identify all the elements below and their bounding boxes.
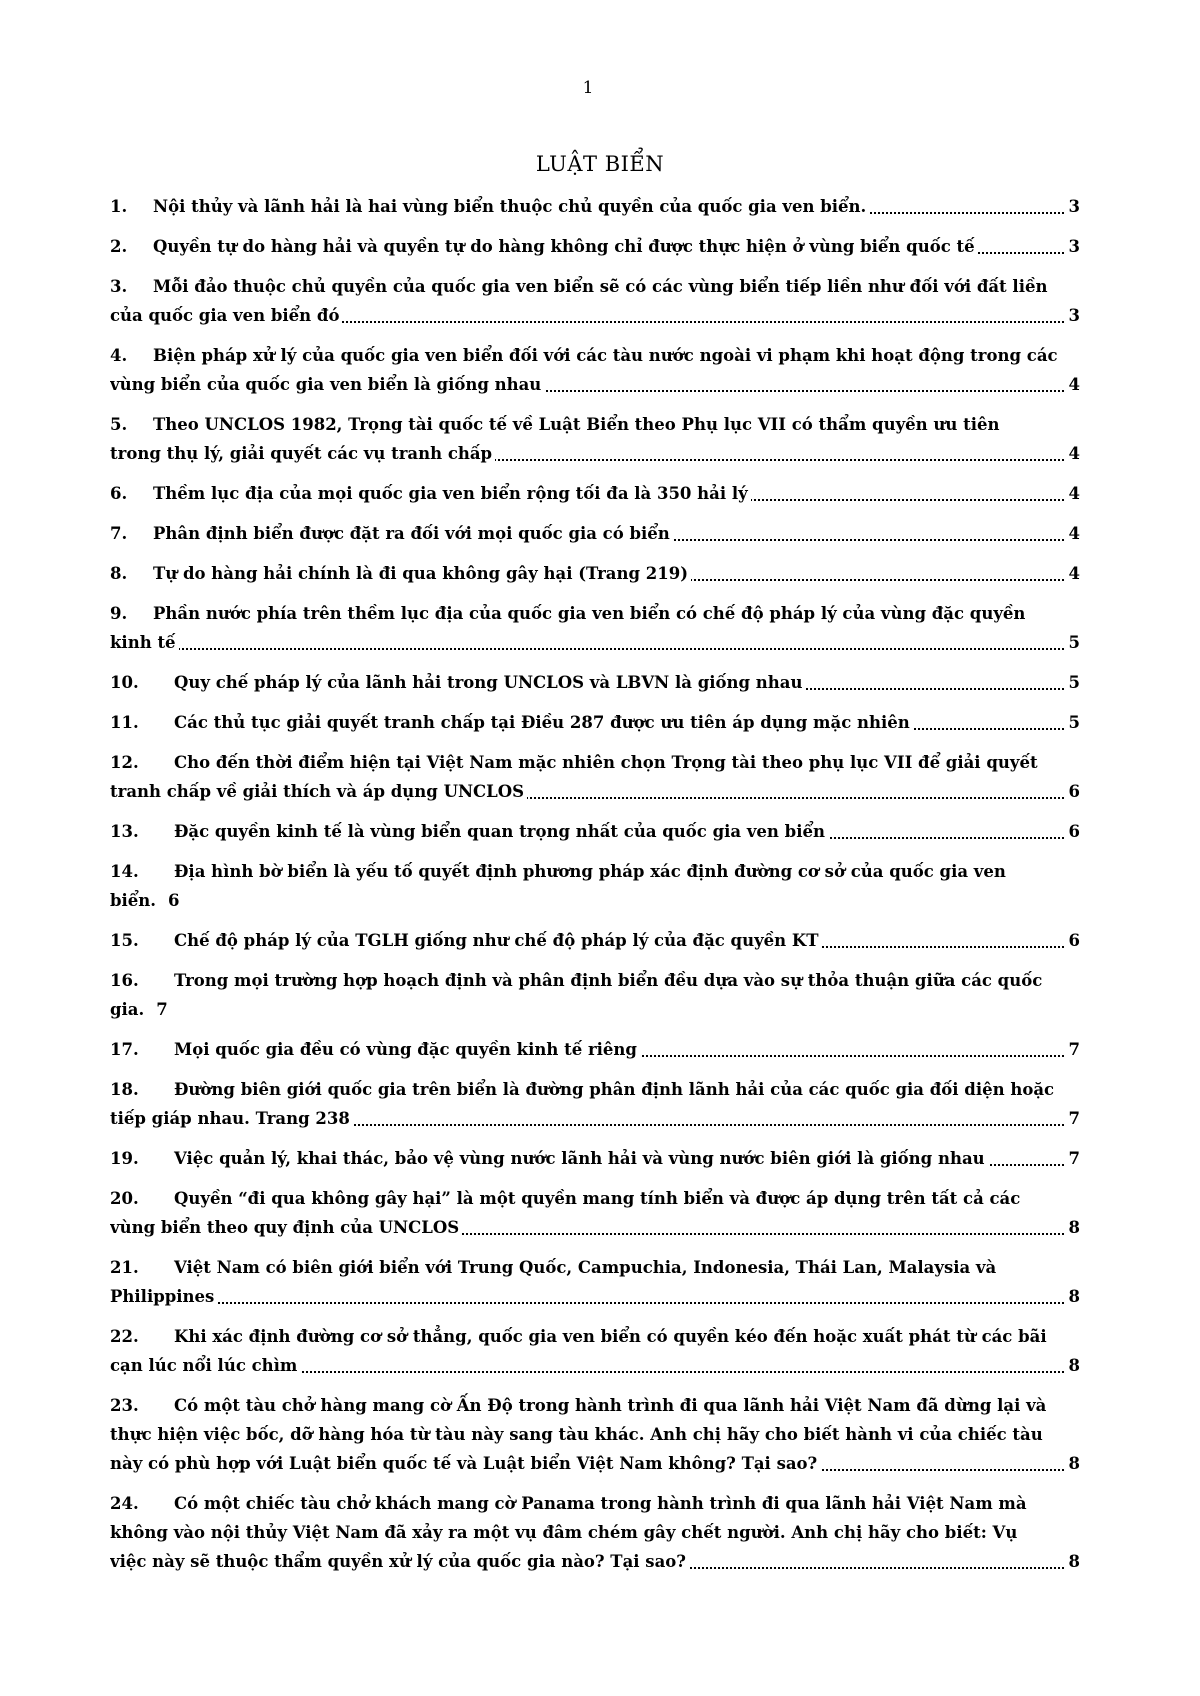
toc-entry[interactable]: [110, 1253, 1080, 1311]
toc-entry-number: 21.: [110, 1258, 139, 1277]
toc-entry-number: 4.: [110, 346, 128, 365]
toc-entry-page: 5: [1069, 668, 1080, 697]
toc-entry[interactable]: [110, 559, 1080, 588]
toc-entry-page: 3: [1069, 232, 1080, 261]
page-number: 1: [582, 78, 594, 98]
toc-entry-number: 2.: [110, 237, 128, 256]
toc-entry-page: 8: [1069, 1449, 1080, 1478]
dot-leader: [110, 648, 1064, 650]
toc-entry[interactable]: [110, 926, 1080, 955]
toc-entry-page: 8: [1069, 1282, 1080, 1311]
toc-entry[interactable]: [110, 599, 1080, 657]
toc-entry-text: việc này sẽ thuộc thẩm quyền xử lý của quốc gia nào? Tại sao?: [110, 1552, 686, 1571]
toc-entry[interactable]: [110, 748, 1080, 806]
toc-entry-number: 16.: [110, 971, 139, 990]
toc-entry[interactable]: [110, 410, 1080, 468]
toc-entry-text: Biện pháp xử lý của quốc gia ven biển đối với các tàu nước ngoài vi phạm khi hoạt động trong các: [153, 346, 1058, 365]
toc-entry-number: 6.: [110, 484, 128, 503]
toc-entry-text: Tự do hàng hải chính là đi qua không gây hại (Trang 219): [153, 564, 689, 583]
toc-entry-number: 17.: [110, 1040, 139, 1059]
toc-entry-number: 14.: [110, 862, 139, 881]
toc-entry-text: Địa hình bờ biển là yếu tố quyết định phương pháp xác định đường cơ sở của quốc gia ven: [174, 862, 1006, 881]
toc-entry-text: Cho đến thời điểm hiện tại Việt Nam mặc nhiên chọn Trọng tài theo phụ lục VII để giải quyết: [174, 753, 1038, 772]
toc-entry-text: trong thụ lý, giải quyết các vụ tranh chấp: [110, 444, 493, 463]
toc-entry-text: Khi xác định đường cơ sở thẳng, quốc gia ven biển có quyền kéo đến hoặc xuất phát từ các bãi: [174, 1327, 1047, 1346]
toc-entry-text: Phân định biển được đặt ra đối với mọi quốc gia có biển: [153, 524, 670, 543]
toc-entry-number: 24.: [110, 1494, 139, 1513]
toc-entry-text: biển.: [110, 891, 157, 910]
toc-entry-page: 6: [168, 891, 180, 910]
toc-entry-text: Philippines: [110, 1287, 215, 1306]
toc-entry[interactable]: [110, 1144, 1080, 1173]
toc-entry-page: 4: [1069, 370, 1080, 399]
toc-entry[interactable]: [110, 479, 1080, 508]
toc-entry-number: 13.: [110, 822, 139, 841]
toc-entry-text: tranh chấp về giải thích và áp dụng UNCLOS: [110, 782, 525, 801]
toc-entry[interactable]: [110, 857, 1080, 915]
toc-entry-page: 6: [1069, 817, 1080, 846]
toc-entry-text: Quyền “đi qua không gây hại” là một quyền mang tính biển và được áp dụng trên tất cả các: [174, 1189, 1021, 1208]
toc-entry-number: 1.: [110, 197, 128, 216]
toc-entry-page: 5: [1069, 628, 1080, 657]
toc-entry-text: này có phù hợp với Luật biển quốc tế và Luật biển Việt Nam không? Tại sao?: [110, 1454, 818, 1473]
toc-entry[interactable]: [110, 232, 1080, 261]
toc-entry-number: 15.: [110, 931, 139, 950]
toc-entry[interactable]: [110, 341, 1080, 399]
toc-entry-number: 22.: [110, 1327, 139, 1346]
toc-entry-number: 19.: [110, 1149, 139, 1168]
toc-entry-text: Việc quản lý, khai thác, bảo vệ vùng nước lãnh hải và vùng nước biên giới là giống nhau: [174, 1149, 985, 1168]
toc-entry-number: 3.: [110, 277, 128, 296]
toc-entry-page: 5: [1069, 708, 1080, 737]
toc-entry-page: 7: [1069, 1144, 1080, 1173]
toc-entry-text: Việt Nam có biên giới biển với Trung Quốc, Campuchia, Indonesia, Thái Lan, Malaysia và: [174, 1258, 997, 1277]
toc-entry-text: Chế độ pháp lý của TGLH giống như chế độ pháp lý của đặc quyền KT: [174, 931, 819, 950]
toc-entry-text: Theo UNCLOS 1982, Trọng tài quốc tế về Luật Biển theo Phụ lục VII có thẩm quyền ưu tiên: [153, 415, 1000, 434]
toc-entry[interactable]: [110, 272, 1080, 330]
toc-entry-text: Đường biên giới quốc gia trên biển là đường phân định lãnh hải của các quốc gia đối diện hoặc: [174, 1080, 1055, 1099]
toc-entry-text: gia.: [110, 1000, 145, 1019]
toc-entry-text: thực hiện việc bốc, dỡ hàng hóa từ tàu này sang tàu khác. Anh chị hãy cho biết hành vi của chiếc tàu: [110, 1425, 1043, 1444]
toc-entry-text: Trong mọi trường hợp hoạch định và phân định biển đều dựa vào sự thỏa thuận giữa các quốc: [174, 971, 1043, 990]
toc-entry-page: 7: [1069, 1035, 1080, 1064]
toc-entry[interactable]: [110, 1184, 1080, 1242]
toc-entry-number: 5.: [110, 415, 128, 434]
toc-entry[interactable]: [110, 1489, 1080, 1576]
toc-entry-text: vùng biển của quốc gia ven biển là giống nhau: [110, 375, 542, 394]
toc-entry-text: Có một chiếc tàu chở khách mang cờ Panama trong hành trình đi qua lãnh hải Việt Nam mà: [174, 1494, 1027, 1513]
toc-entry-page: 8: [1069, 1351, 1080, 1380]
toc-entry[interactable]: [110, 817, 1080, 846]
toc-entry-number: 12.: [110, 753, 139, 772]
toc-entry-text: của quốc gia ven biển đó: [110, 306, 340, 325]
toc-entry-text: Mọi quốc gia đều có vùng đặc quyền kinh tế riêng: [174, 1040, 637, 1059]
toc-entry-page: 4: [1069, 479, 1080, 508]
toc-entry[interactable]: [110, 519, 1080, 548]
toc-entry[interactable]: [110, 708, 1080, 737]
toc-entry-text: Phần nước phía trên thềm lục địa của quốc gia ven biển có chế độ pháp lý của vùng đặc quyền: [153, 604, 1026, 623]
toc-entry-text: Quy chế pháp lý của lãnh hải trong UNCLOS và LBVN là giống nhau: [174, 673, 803, 692]
toc-entry[interactable]: [110, 192, 1080, 221]
toc-entry-text: kinh tế: [110, 633, 176, 652]
toc-entry-page: 4: [1069, 559, 1080, 588]
toc-entry-page: 7: [156, 1000, 168, 1019]
toc-entry-page: 4: [1069, 439, 1080, 468]
toc-entry-text: Mỗi đảo thuộc chủ quyền của quốc gia ven biển sẽ có các vùng biển tiếp liền như đối với đất liền: [153, 277, 1048, 296]
toc-entry-text: cạn lúc nổi lúc chìm: [110, 1356, 298, 1375]
toc-entry-number: 20.: [110, 1189, 139, 1208]
toc-entry-text: Các thủ tục giải quyết tranh chấp tại Điều 287 được ưu tiên áp dụng mặc nhiên: [174, 713, 910, 732]
toc-entry-page: 4: [1069, 519, 1080, 548]
toc-entry-number: 8.: [110, 564, 128, 583]
toc-entry-page: 7: [1069, 1104, 1080, 1133]
toc-entry-text: Thềm lục địa của mọi quốc gia ven biển rộng tối đa là 350 hải lý: [153, 484, 748, 503]
toc-entry[interactable]: [110, 1322, 1080, 1380]
toc-entry-text: vùng biển theo quy định của UNCLOS: [110, 1218, 460, 1237]
toc-entry-number: 11.: [110, 713, 139, 732]
toc-entry-text: Quyền tự do hàng hải và quyền tự do hàng không chỉ được thực hiện ở vùng biển quốc tế: [153, 237, 975, 256]
toc-entry-page: 8: [1069, 1213, 1080, 1242]
document-title: LUẬT BIỂN: [535, 152, 665, 176]
toc-entry[interactable]: [110, 1035, 1080, 1064]
toc-entry-page: 8: [1069, 1547, 1080, 1576]
toc-entry[interactable]: [110, 966, 1080, 1024]
toc-entry-text: không vào nội thủy Việt Nam đã xảy ra một vụ đâm chém gây chết người. Anh chị hãy cho biết: Vụ: [110, 1523, 1018, 1542]
toc-entry-number: 23.: [110, 1396, 139, 1415]
table-of-contents: [110, 192, 1080, 1587]
toc-entry-text: Đặc quyền kinh tế là vùng biển quan trọng nhất của quốc gia ven biển: [174, 822, 825, 841]
toc-entry-number: 9.: [110, 604, 128, 623]
toc-entry[interactable]: [110, 668, 1080, 697]
toc-entry-page: 3: [1069, 301, 1080, 330]
toc-entry-number: 10.: [110, 673, 139, 692]
toc-entry-page: 3: [1069, 192, 1080, 221]
toc-entry-number: 7.: [110, 524, 128, 543]
toc-entry-page: 6: [1069, 777, 1080, 806]
toc-entry-page: 6: [1069, 926, 1080, 955]
toc-entry-number: 18.: [110, 1080, 139, 1099]
toc-entry-text: tiếp giáp nhau. Trang 238: [110, 1109, 350, 1128]
toc-entry-text: Có một tàu chở hàng mang cờ Ấn Độ trong hành trình đi qua lãnh hải Việt Nam đã dừng lại và: [174, 1396, 1047, 1415]
toc-entry-text: Nội thủy và lãnh hải là hai vùng biển thuộc chủ quyền của quốc gia ven biển.: [153, 197, 867, 216]
dot-leader: [110, 1302, 1064, 1304]
toc-entry[interactable]: [110, 1391, 1080, 1478]
toc-entry[interactable]: [110, 1075, 1080, 1133]
